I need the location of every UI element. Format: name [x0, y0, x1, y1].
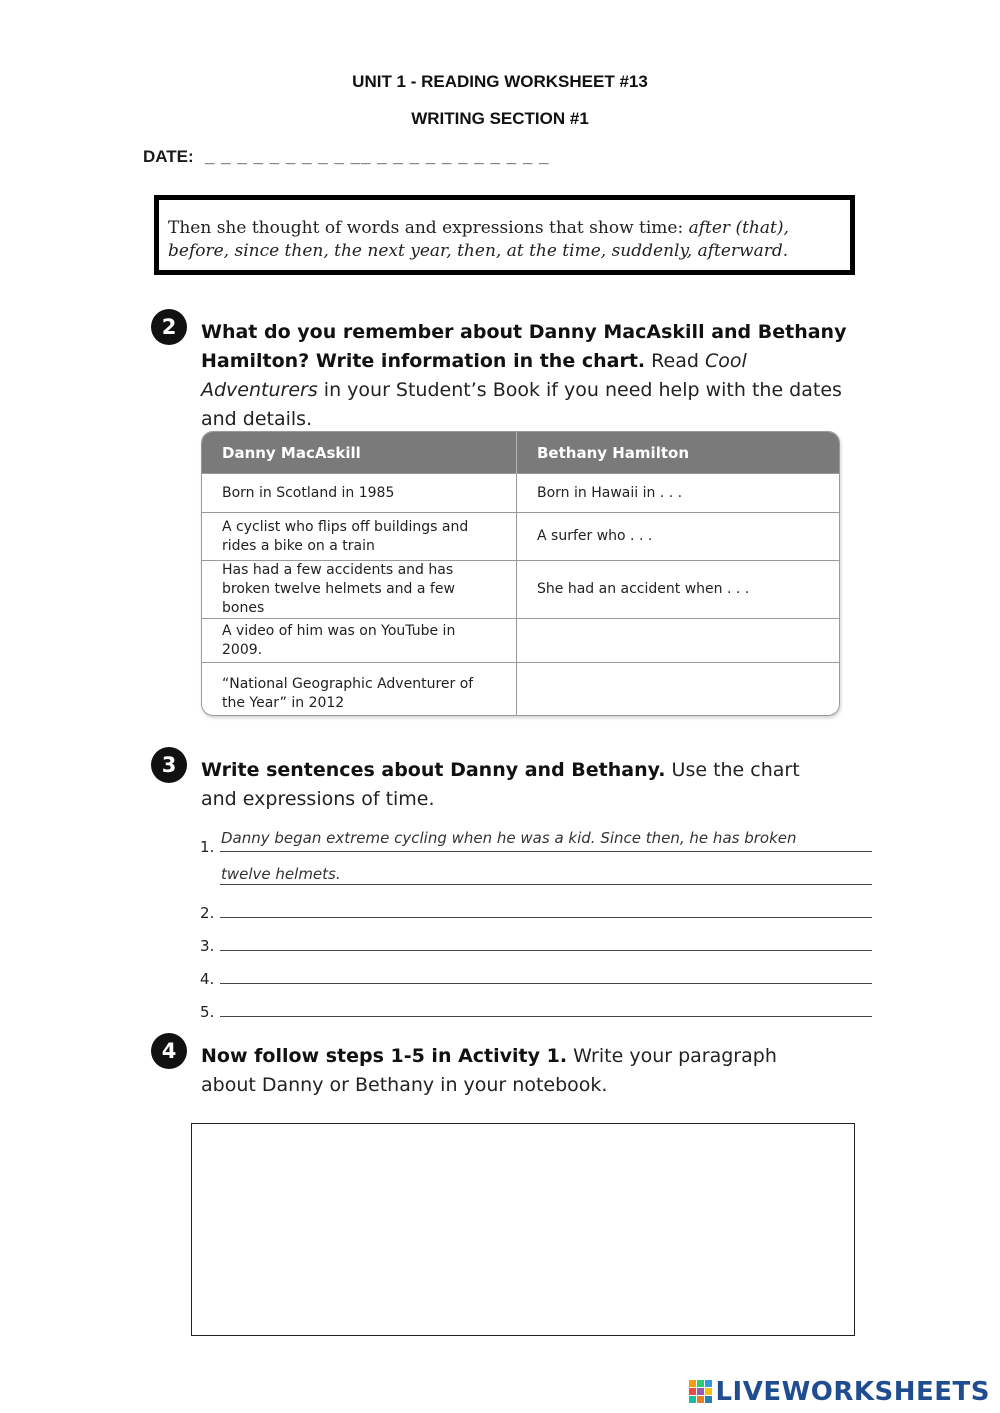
exercise-2-badge: 2 — [151, 309, 187, 345]
bethany-cell[interactable]: She had an accident when . . . — [517, 561, 840, 619]
bethany-cell[interactable] — [517, 619, 840, 663]
writing-line — [220, 851, 872, 852]
expressions-text — [168, 217, 850, 263]
table-row — [202, 513, 839, 561]
liveworksheets-logo — [689, 1377, 990, 1407]
line-number: 2. — [200, 904, 215, 922]
bethany-cell[interactable]: Born in Hawaii in . . . — [517, 474, 840, 513]
exercise-3-bold: Write sentences about Danny and Bethany. — [201, 759, 666, 781]
table-row — [202, 619, 839, 663]
table-row — [202, 474, 839, 513]
line-number: 4. — [200, 970, 215, 988]
paragraph-answer-box[interactable] — [191, 1123, 855, 1336]
danny-cell: A cyclist who flips off buildings and rides a bike on a train — [202, 513, 517, 561]
exercise-3-instructions — [201, 756, 821, 814]
bethany-cell[interactable] — [517, 663, 840, 717]
line-number: 5. — [200, 1003, 215, 1021]
table-row — [202, 561, 839, 619]
answer-line-3[interactable] — [220, 950, 872, 951]
time-expressions: after (that), before, since then, the next year, then, at the time, suddenly, afterward. — [168, 218, 789, 261]
exercise-2-instructions — [201, 318, 861, 434]
danny-cell: Has had a few accidents and has broken twelve helmets and a few bones — [202, 561, 517, 619]
column-header-bethany: Bethany Hamilton — [517, 432, 840, 474]
worksheet-subtitle: WRITING SECTION #1 — [411, 109, 589, 128]
danny-cell: A video of him was on YouTube in 2009. — [202, 619, 517, 663]
date-blank[interactable]: _ _ _ _ _ _ _ _ _ __ _ _ _ _ _ _ _ _ _ _ _ — [205, 147, 550, 166]
table-row — [202, 663, 839, 717]
answer-line-5[interactable] — [220, 1016, 872, 1017]
expressions-box — [154, 195, 855, 275]
exercise-2-text-after: in your Student’s Book if you need help with the dates and details. — [201, 379, 842, 430]
date-label: DATE: — [143, 147, 194, 166]
logo-text: LIVEWORKSHEETS — [715, 1377, 990, 1407]
answer-line-2[interactable] — [220, 917, 872, 918]
danny-cell: Born in Scotland in 1985 — [202, 474, 517, 513]
info-chart — [201, 431, 840, 716]
answer-line-4[interactable] — [220, 983, 872, 984]
line-number: 3. — [200, 937, 215, 955]
book-title: Cool Adventurers — [201, 350, 747, 401]
logo-grid-icon — [689, 1380, 713, 1404]
exercise-2-text-before: Read — [651, 350, 699, 372]
example-sentence-line-2: twelve helmets. — [221, 865, 341, 883]
line-number: 1. — [200, 838, 215, 856]
exercise-4-bold: Now follow steps 1-5 in Activity 1. — [201, 1045, 568, 1067]
worksheet-title: UNIT 1 - READING WORKSHEET #13 — [352, 72, 648, 91]
bethany-cell[interactable]: A surfer who . . . — [517, 513, 840, 561]
example-sentence-line-1: Danny began extreme cycling when he was a kid. Since then, he has broken — [221, 829, 797, 847]
exercise-4-instructions — [201, 1042, 821, 1100]
exercise-4-badge: 4 — [151, 1033, 187, 1069]
exercise-2-bold: What do you remember about Danny MacAskill and Bethany Hamilton? Write information in the chart. — [201, 321, 847, 372]
exercise-3-badge: 3 — [151, 747, 187, 783]
writing-line — [220, 884, 872, 885]
exercise-4-text: Write your paragraph about Danny or Bethany in your notebook. — [201, 1045, 777, 1096]
danny-cell: “National Geographic Adventurer of the Year” in 2012 — [202, 663, 517, 717]
column-header-danny: Danny MacAskill — [202, 432, 517, 474]
exercise-3-text: Use the chart and expressions of time. — [201, 759, 800, 810]
expressions-intro: Then she thought of words and expressions that show time: — [168, 218, 684, 238]
